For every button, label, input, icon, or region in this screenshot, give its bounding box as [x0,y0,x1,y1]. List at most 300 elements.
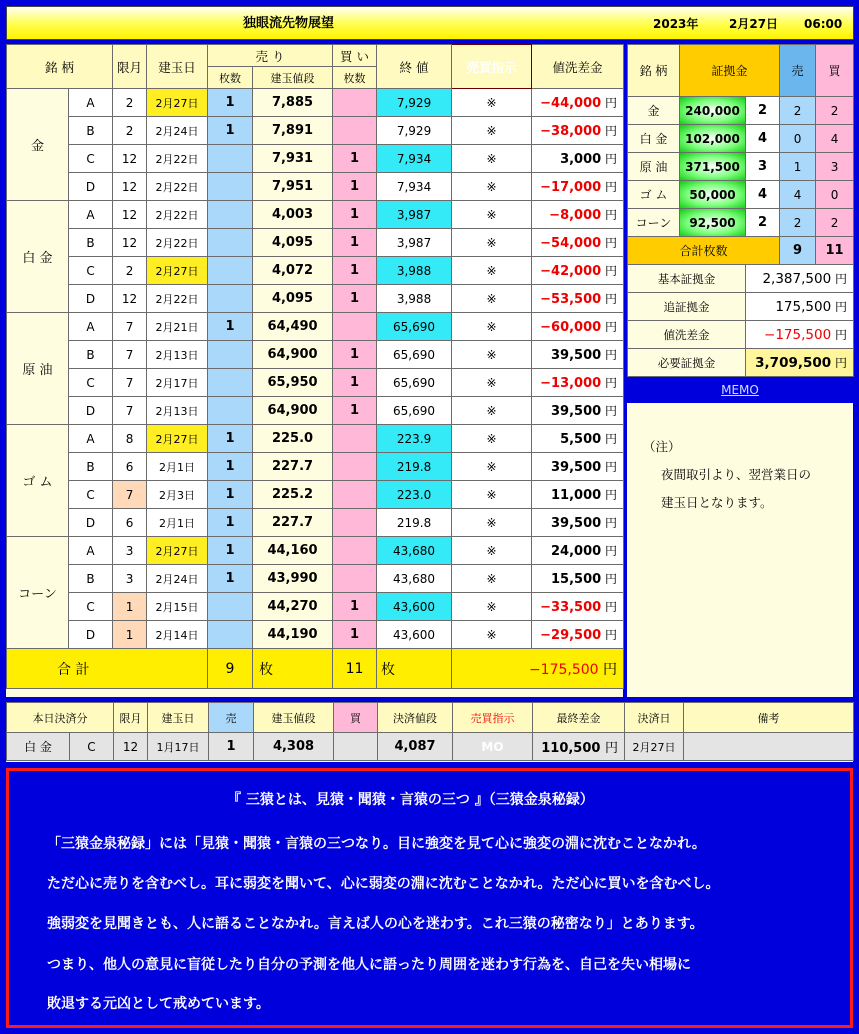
summary-label: 必要証拠金 [628,349,746,377]
row-sell [208,173,253,201]
row-order: ※ [452,621,532,649]
row-sell: 1 [208,425,253,453]
row-sell [208,201,253,229]
row-close: 65,690 [377,341,452,369]
row-diff-value: 15,500 [551,572,602,587]
summary-unit: 円 [835,328,848,342]
row-buy: 1 [333,201,377,229]
row-diff [532,229,624,257]
settle-sell: 1 [209,733,254,761]
row-month: 2 [113,117,147,145]
row-diff-value: −8,000 [549,208,602,223]
table-row [7,341,624,369]
row-date: 2月27日 [147,537,208,565]
memo-line-3: 建玉日となります。 [661,495,773,510]
settle-header-buy: 買 [334,703,378,733]
row-code: B [69,453,113,481]
row-diff-unit: 円 [605,600,618,614]
row-price: 64,900 [253,397,333,425]
group-name: 原 油 [7,313,69,425]
table-row [7,313,624,341]
row-price: 4,072 [253,257,333,285]
row-buy: 1 [333,621,377,649]
side-row [628,181,854,209]
side-name: 金 [628,97,680,125]
header-buy: 買 い [333,45,377,67]
memo-box [627,403,853,697]
side-total-label: 合計枚数 [628,237,780,265]
summary-label: 値洗差金 [628,321,746,349]
row-code: A [69,313,113,341]
row-month: 6 [113,509,147,537]
row-code: D [69,285,113,313]
header-date: 建玉日 [147,45,208,89]
row-diff-value: −38,000 [540,124,602,139]
header-sell: 売 り [208,45,333,67]
row-diff-unit: 円 [605,264,618,278]
total-label: 合 計 [7,649,208,689]
row-diff-unit: 円 [605,488,618,502]
row-date: 2月13日 [147,341,208,369]
table-row [7,509,624,537]
table-row [7,229,624,257]
row-order: ※ [452,593,532,621]
settle-row [7,733,854,761]
table-row [7,453,624,481]
side-header-margin: 証拠金 [680,45,780,97]
settle-header-sell: 売 [209,703,254,733]
side-buy: 3 [816,153,854,181]
quote-line-3: 強弱変を見聞きとも、人に語ることなかれ。言えば人の心を迷わす。これ三猿の秘密なり」とあります。 [47,916,704,932]
row-buy: 1 [333,173,377,201]
row-price: 44,270 [253,593,333,621]
row-month: 7 [113,369,147,397]
row-diff-unit: 円 [605,320,618,334]
row-code: C [69,593,113,621]
row-close: 43,600 [377,593,452,621]
settlement-panel [6,702,853,762]
row-buy: 1 [333,341,377,369]
row-diff-value: −29,500 [540,628,602,643]
side-row [628,153,854,181]
settle-price: 4,308 [254,733,334,761]
quote-line-4: つまり、他人の意見に盲従したり自分の予測を他人に語ったり周囲を迷わす行為を、自己を失い相場に [47,957,691,973]
row-diff-value: −13,000 [540,376,602,391]
row-buy [333,313,377,341]
row-sell [208,257,253,285]
row-sell [208,145,253,173]
margin-panel [627,44,853,377]
row-date: 2月27日 [147,257,208,285]
side-name: 白 金 [628,125,680,153]
row-sell [208,369,253,397]
row-code: D [69,397,113,425]
row-date: 2月27日 [147,425,208,453]
header-time: 06:00 [804,17,843,31]
row-diff [532,201,624,229]
row-order: ※ [452,537,532,565]
row-month: 12 [113,173,147,201]
row-month: 2 [113,89,147,117]
row-date: 2月1日 [147,453,208,481]
summary-value-number: 2,387,500 [762,271,832,287]
row-sell: 1 [208,509,253,537]
side-name: 原 油 [628,153,680,181]
summary-label: 追証拠金 [628,293,746,321]
row-diff-unit: 円 [605,180,618,194]
row-close: 43,680 [377,565,452,593]
table-row [7,425,624,453]
row-sell: 1 [208,453,253,481]
settle-final-unit: 円 [604,741,618,756]
row-date: 2月1日 [147,509,208,537]
summary-row [628,321,854,349]
row-diff-value: 39,500 [551,348,602,363]
row-order: ※ [452,565,532,593]
settle-order: MO [453,733,533,761]
row-diff [532,453,624,481]
row-diff-unit: 円 [605,152,618,166]
row-diff-value: 24,000 [551,544,602,559]
row-order: ※ [452,201,532,229]
row-buy [333,537,377,565]
row-price: 4,095 [253,285,333,313]
row-order: ※ [452,481,532,509]
row-price: 43,990 [253,565,333,593]
side-name: ゴ ム [628,181,680,209]
row-price: 227.7 [253,509,333,537]
row-code: C [69,369,113,397]
row-price: 64,490 [253,313,333,341]
row-date: 2月22日 [147,285,208,313]
row-order: ※ [452,89,532,117]
table-row [7,565,624,593]
row-diff-unit: 円 [605,572,618,586]
row-close: 7,934 [377,173,452,201]
row-order: ※ [452,453,532,481]
side-mult: 4 [746,181,780,209]
row-code: B [69,565,113,593]
summary-value [746,293,854,321]
settle-header-settle-price: 決済値段 [378,703,453,733]
settle-code: C [70,733,114,761]
row-price: 7,931 [253,145,333,173]
row-code: D [69,509,113,537]
side-sell: 2 [780,209,816,237]
settle-final [533,733,625,761]
side-mult: 4 [746,125,780,153]
row-month: 7 [113,341,147,369]
quote-title: 『 三猿とは、見猿・聞猿・言猿の三つ 』（三猿金泉秘録） [227,792,594,808]
side-row [628,209,854,237]
total-diff [452,649,624,689]
summary-row [628,265,854,293]
row-close: 223.9 [377,425,452,453]
side-header-sell: 売 [780,45,816,97]
row-diff-value: 3,000 [560,152,602,167]
settle-note [684,733,854,761]
table-row [7,621,624,649]
row-close: 65,690 [377,369,452,397]
table-row [7,397,624,425]
row-diff-unit: 円 [605,404,618,418]
row-order: ※ [452,257,532,285]
summary-value [746,265,854,293]
row-diff-unit: 円 [605,348,618,362]
row-sell [208,341,253,369]
row-buy [333,565,377,593]
row-buy: 1 [333,285,377,313]
row-code: A [69,425,113,453]
row-date: 2月3日 [147,481,208,509]
row-date: 2月14日 [147,621,208,649]
table-row [7,89,624,117]
settle-header-settle-date: 決済日 [625,703,684,733]
summary-unit: 円 [835,272,848,286]
positions-panel [6,44,623,697]
header-limit: 限月 [113,45,147,89]
row-price: 65,950 [253,369,333,397]
row-diff-unit: 円 [605,236,618,250]
row-close: 3,988 [377,285,452,313]
row-date: 2月24日 [147,117,208,145]
table-row [7,257,624,285]
quote-line-2: ただ心に売りを含むべし。耳に弱変を聞いて、心に弱変の淵に沈むことなかれ。ただ心に買いを含むべし。 [47,876,720,892]
row-buy [333,453,377,481]
row-month: 7 [113,313,147,341]
row-diff-value: 11,000 [551,488,602,503]
row-price: 7,885 [253,89,333,117]
row-price: 64,900 [253,341,333,369]
row-diff [532,537,624,565]
row-price: 7,951 [253,173,333,201]
row-code: A [69,201,113,229]
table-row [7,173,624,201]
row-month: 12 [113,229,147,257]
row-order: ※ [452,397,532,425]
header-close: 終 値 [377,45,452,89]
settle-date: 1月17日 [148,733,209,761]
row-date: 2月24日 [147,565,208,593]
header-order: 売買指示 [452,45,532,89]
side-mult: 2 [746,209,780,237]
summary-value [746,349,854,377]
settlement-table [6,702,854,761]
side-header-buy: 買 [816,45,854,97]
margin-table [627,44,854,377]
row-code: D [69,173,113,201]
row-sell: 1 [208,117,253,145]
side-margin: 50,000 [680,181,746,209]
row-diff-value: −60,000 [540,320,602,335]
row-close: 7,929 [377,89,452,117]
row-diff [532,425,624,453]
row-diff [532,397,624,425]
row-diff-value: −42,000 [540,264,602,279]
table-row [7,145,624,173]
memo-link[interactable]: MEMO [721,383,759,397]
title-banner [6,6,854,40]
settle-buy [334,733,378,761]
settle-header-date: 建玉日 [148,703,209,733]
row-price: 225.0 [253,425,333,453]
side-sell: 2 [780,97,816,125]
summary-value [746,321,854,349]
row-code: C [69,145,113,173]
row-diff-unit: 円 [605,628,618,642]
row-buy [333,89,377,117]
table-row [7,201,624,229]
side-total-sell: 9 [780,237,816,265]
header-price: 建玉値段 [253,67,333,89]
row-sell: 1 [208,565,253,593]
row-order: ※ [452,313,532,341]
table-row [7,593,624,621]
total-buy-unit: 枚 [377,649,452,689]
row-close: 7,934 [377,145,452,173]
row-price: 4,003 [253,201,333,229]
side-header-brand: 銘 柄 [628,45,680,97]
row-order: ※ [452,117,532,145]
settle-settle-date: 2月27日 [625,733,684,761]
total-buy: 11 [333,649,377,689]
row-diff-unit: 円 [605,208,618,222]
row-sell [208,593,253,621]
row-order: ※ [452,425,532,453]
row-month: 7 [113,397,147,425]
side-buy: 2 [816,209,854,237]
row-diff [532,257,624,285]
quote-box [6,768,853,1028]
group-name: ゴ ム [7,425,69,537]
row-diff-unit: 円 [605,124,618,138]
row-price: 4,095 [253,229,333,257]
row-close: 7,929 [377,117,452,145]
row-close: 65,690 [377,313,452,341]
row-buy [333,117,377,145]
total-diff-value: −175,500 [528,661,599,678]
row-code: D [69,621,113,649]
header-date: 2月27日 [729,17,779,31]
row-sell [208,229,253,257]
row-diff-value: −33,500 [540,600,602,615]
summary-row [628,293,854,321]
total-sell: 9 [208,649,253,689]
row-diff [532,285,624,313]
row-date: 2月22日 [147,145,208,173]
settle-header-limit: 限月 [114,703,148,733]
row-diff-unit: 円 [605,544,618,558]
side-margin: 92,500 [680,209,746,237]
table-row [7,537,624,565]
row-diff [532,89,624,117]
settle-header-note: 備考 [684,703,854,733]
summary-value-number: 3,709,500 [755,355,832,371]
side-sell: 4 [780,181,816,209]
total-diff-unit: 円 [603,661,618,678]
side-sell: 0 [780,125,816,153]
summary-row [628,349,854,377]
summary-unit: 円 [835,356,848,370]
row-buy [333,425,377,453]
row-month: 3 [113,565,147,593]
row-diff [532,313,624,341]
summary-value-number: 175,500 [775,299,832,315]
row-order: ※ [452,341,532,369]
side-margin: 102,000 [680,125,746,153]
row-month: 3 [113,537,147,565]
row-date: 2月15日 [147,593,208,621]
settle-header-order: 売買指示 [453,703,533,733]
side-margin: 240,000 [680,97,746,125]
row-diff-value: 39,500 [551,516,602,531]
row-code: C [69,257,113,285]
positions-table [6,44,624,689]
row-order: ※ [452,285,532,313]
row-buy [333,509,377,537]
row-close: 65,690 [377,397,452,425]
row-sell: 1 [208,89,253,117]
row-diff-value: −53,500 [540,292,602,307]
row-sell [208,621,253,649]
row-code: A [69,89,113,117]
memo-line-2: 夜間取引より、翌営業日の [661,467,812,482]
side-row [628,125,854,153]
summary-value-number: −175,500 [764,327,832,343]
row-price: 44,190 [253,621,333,649]
row-close: 43,680 [377,537,452,565]
side-total-buy: 11 [816,237,854,265]
row-month: 12 [113,285,147,313]
row-diff [532,509,624,537]
row-month: 2 [113,257,147,285]
row-sell: 1 [208,313,253,341]
settle-settle-price: 4,087 [378,733,453,761]
row-diff-value: −54,000 [540,236,602,251]
header-diff: 値洗差金 [532,45,624,89]
row-buy: 1 [333,593,377,621]
row-date: 2月21日 [147,313,208,341]
row-date: 2月22日 [147,229,208,257]
row-buy: 1 [333,257,377,285]
row-date: 2月27日 [147,89,208,117]
row-code: B [69,117,113,145]
row-order: ※ [452,145,532,173]
row-close: 219.8 [377,509,452,537]
row-close: 223.0 [377,481,452,509]
header-buy-count: 枚数 [333,67,377,89]
row-close: 3,988 [377,257,452,285]
row-diff-unit: 円 [605,376,618,390]
settle-header-final: 最終差金 [533,703,625,733]
settle-month: 12 [114,733,148,761]
page-title: 独眼流先物展望 [243,16,335,31]
summary-label: 基本証拠金 [628,265,746,293]
row-diff-unit: 円 [605,96,618,110]
quote-line-5: 敗退する元凶として戒めています。 [47,996,270,1012]
row-close: 43,600 [377,621,452,649]
row-month: 6 [113,453,147,481]
side-row [628,97,854,125]
header-sell-count: 枚数 [208,67,253,89]
row-diff-value: −17,000 [540,180,602,195]
row-date: 2月22日 [147,173,208,201]
row-diff [532,173,624,201]
settle-final-value: 110,500 [541,741,601,756]
row-diff-unit: 円 [605,432,618,446]
settle-header-price: 建玉値段 [254,703,334,733]
row-diff-value: 5,500 [560,432,602,447]
